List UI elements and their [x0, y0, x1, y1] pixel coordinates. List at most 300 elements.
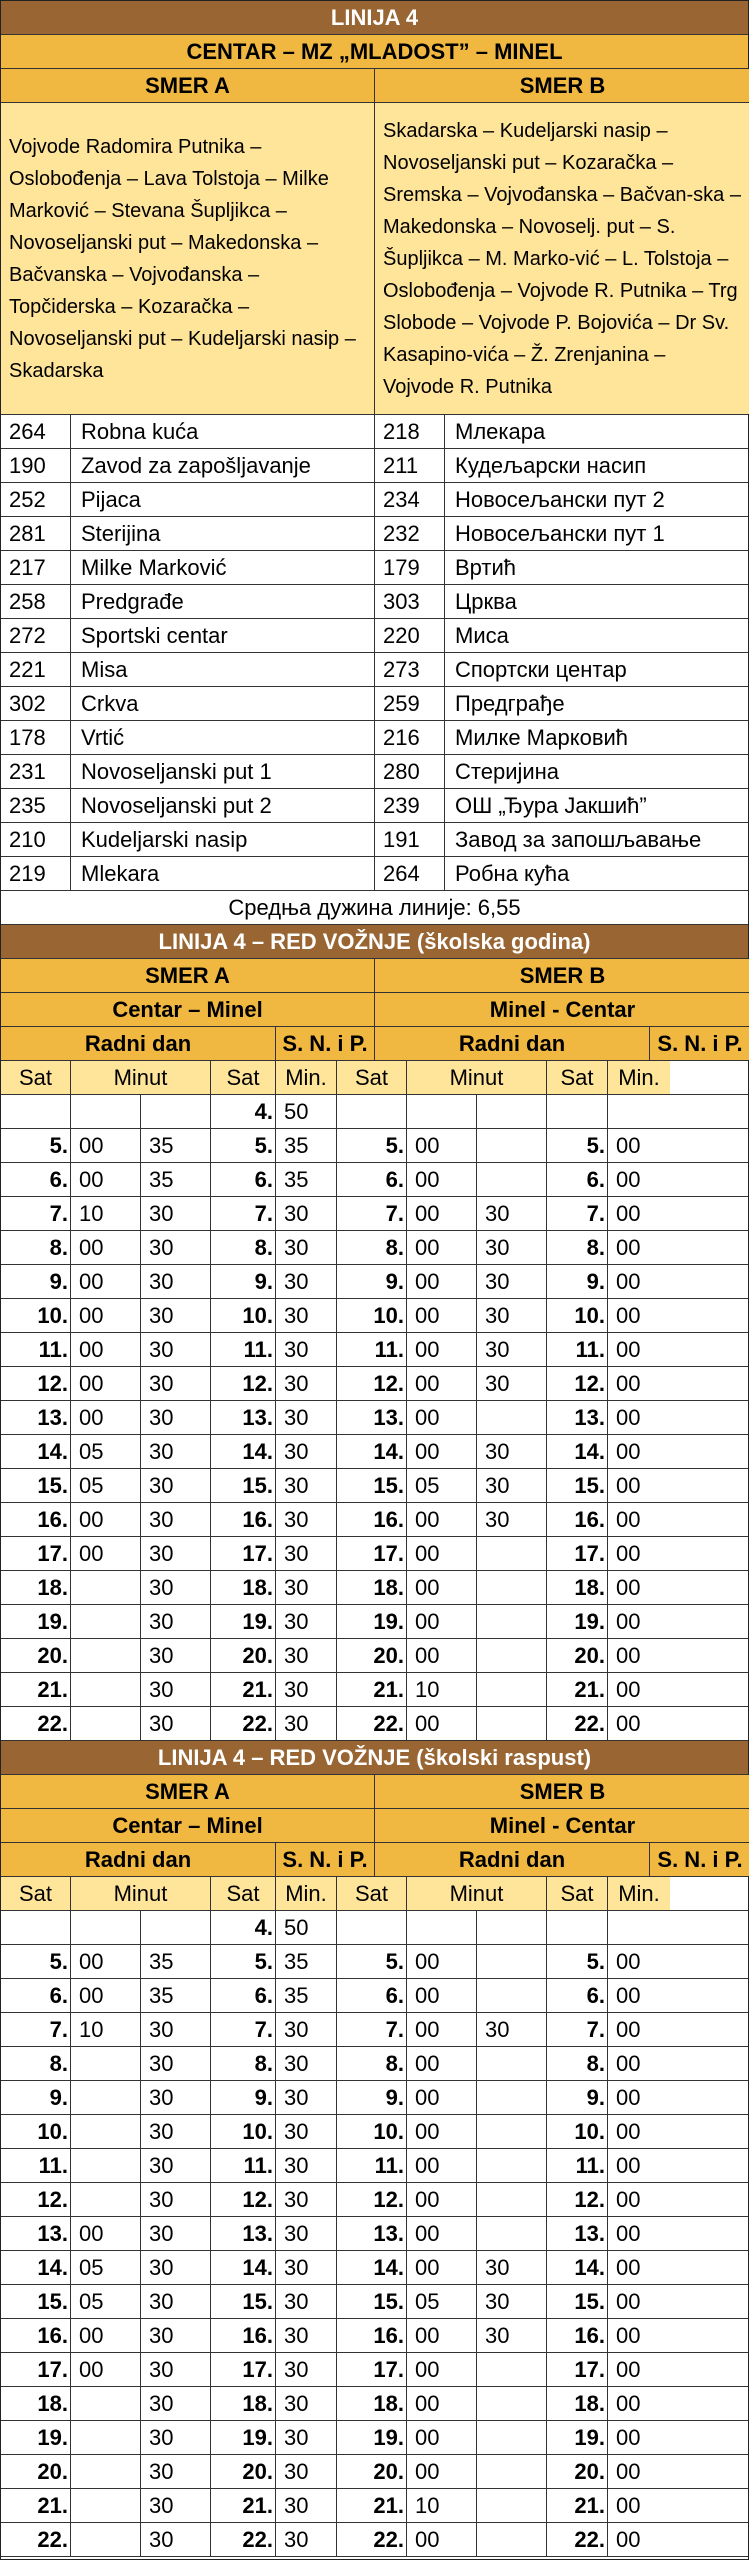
- minute-cell: 30: [276, 2251, 337, 2284]
- stop-b-number: 232: [375, 517, 445, 550]
- hour-cell: 13.: [1, 1401, 71, 1434]
- minute-cell: 00: [407, 1639, 477, 1672]
- hour-cell: 7.: [337, 1197, 407, 1230]
- timetable-title-row: [1, 1741, 748, 1775]
- hour-cell: 8.: [547, 1231, 608, 1264]
- minute-cell: 00: [407, 2183, 477, 2216]
- hour-cell: 9.: [337, 2081, 407, 2114]
- subtitle-row: [1, 35, 748, 69]
- minute-cell: 30: [141, 1707, 211, 1740]
- timetable-row: [1, 1129, 748, 1163]
- hour-cell: 22.: [211, 2523, 276, 2556]
- timetable-route-a: Centar – Minel: [1, 1809, 375, 1842]
- minute-cell: 00: [616, 1302, 641, 1328]
- hour-cell: 4.: [211, 1911, 276, 1944]
- snip-b: S. N. i P.: [650, 1843, 749, 1876]
- hour-cell: 14.: [211, 2251, 276, 2284]
- hour-cell: 5.: [547, 1945, 608, 1978]
- minute-cell: 30: [276, 2523, 337, 2556]
- timetable-route-row: [1, 1809, 748, 1843]
- hour-cell: 19.: [547, 1605, 608, 1638]
- minute-cell: 30: [276, 2353, 337, 2386]
- minute-cell: 30: [141, 2251, 211, 2284]
- hour-cell: 9.: [211, 1265, 276, 1298]
- minute-cell: 00: [407, 1163, 477, 1196]
- timetable-smer-a: SMER A: [1, 959, 375, 992]
- hour-cell: 6.: [337, 1979, 407, 2012]
- hour-cell: 10.: [337, 1299, 407, 1332]
- stop-a-number: 190: [1, 449, 71, 482]
- stop-a-name: Mlekara: [71, 857, 375, 890]
- minute-cell: [71, 2047, 141, 2080]
- hour-cell: 8.: [211, 2047, 276, 2080]
- timetable-row: [1, 2285, 748, 2319]
- minute-cell: [477, 2421, 547, 2454]
- minute-cell: 00: [616, 2084, 641, 2110]
- col-sat: Sat: [1, 1061, 71, 1094]
- hour-cell: 21.: [211, 2489, 276, 2522]
- col-min: Min.: [608, 1877, 670, 1910]
- hour-cell: 19.: [211, 2421, 276, 2454]
- minute-cell: [71, 1571, 141, 1604]
- radni-dan-b: Radni dan: [375, 1843, 650, 1876]
- minute-cell: 30: [477, 1333, 547, 1366]
- route-b-description: Skadarska – Kudeljarski nasip – Novoseljanski put – Kozaračka – Sremska – Vojvođanska – Bačvan-ska – Makedonska – Novoselj. put – S. Šupljikca – M. Marko-vić – L. Tolstoja – Oslobođenja – Vojvode R. Putnika – Trg Slobode – Vojvode P. Bojovića – Dr Sv. Kasapino-vića – Ž. Zrenjanina – Vojvode R. Putnika: [375, 103, 749, 414]
- hour-cell: 7.: [211, 2013, 276, 2046]
- minute-cell: 30: [477, 1299, 547, 1332]
- stop-a-name: Crkva: [71, 687, 375, 720]
- minute-cell: 30: [141, 2047, 211, 2080]
- hour-cell: 21.: [1, 2489, 71, 2522]
- minute-cell: 30: [141, 2149, 211, 2182]
- stop-row: [1, 823, 748, 857]
- stop-row: [1, 415, 748, 449]
- minute-cell: [71, 1095, 141, 1128]
- minute-cell: [71, 2081, 141, 2114]
- timetable-row: [1, 2455, 748, 2489]
- hour-cell: 22.: [547, 2523, 608, 2556]
- hour-cell: 16.: [211, 1503, 276, 1536]
- minute-cell: 30: [276, 1367, 337, 1400]
- minute-cell: 00: [616, 2118, 641, 2144]
- hour-cell: 15.: [337, 1469, 407, 1502]
- timetable-columns-row: [1, 1877, 748, 1911]
- route-subtitle: CENTAR – MZ „MLADOST” – MINEL: [1, 35, 748, 68]
- hour-cell: 14.: [211, 1435, 276, 1468]
- stop-a-number: 252: [1, 483, 71, 516]
- minute-cell: 30: [477, 2285, 547, 2318]
- hour-cell: 11.: [1, 2149, 71, 2182]
- smer-b-header: SMER B: [375, 69, 749, 102]
- minute-cell: 00: [616, 1506, 641, 1532]
- minute-cell: 30: [276, 2183, 337, 2216]
- hour-cell: 10.: [211, 1299, 276, 1332]
- hour-cell: [337, 1911, 407, 1944]
- hour-cell: 17.: [547, 2353, 608, 2386]
- minute-cell: 30: [276, 1503, 337, 1536]
- timetable-title: LINIJA 4 – RED VOŽNJE (školska godina): [1, 925, 748, 958]
- minute-cell: [477, 2115, 547, 2148]
- minute-cell: [71, 2115, 141, 2148]
- stop-b-number: 191: [375, 823, 445, 856]
- stop-row: [1, 483, 748, 517]
- hour-cell: 18.: [337, 1571, 407, 1604]
- minute-cell: 00: [407, 2523, 477, 2556]
- timetable-row: [1, 2081, 748, 2115]
- timetable-direction-row: [1, 1775, 748, 1809]
- minute-cell: 00: [407, 2421, 477, 2454]
- minute-cell: 00: [407, 2319, 477, 2352]
- minute-cell: 00: [616, 2220, 641, 2246]
- hour-cell: 7.: [211, 1197, 276, 1230]
- minute-cell: 30: [477, 2319, 547, 2352]
- hour-cell: 8.: [1, 2047, 71, 2080]
- hour-cell: 8.: [337, 2047, 407, 2080]
- hour-cell: 22.: [547, 1707, 608, 1740]
- hour-cell: 22.: [337, 2523, 407, 2556]
- route-a-description: Vojvode Radomira Putnika – Oslobođenja – Lava Tolstoja – Milke Marković – Stevana Šupljikca – Novoseljanski put – Makedonska – Bačvanska – Vojvođanska – Topčiderska – Kozaračka – Novoseljanski put – Kudeljarski nasip – Skadarska: [1, 103, 375, 414]
- minute-cell: [477, 2217, 547, 2250]
- minute-cell: 30: [276, 2387, 337, 2420]
- hour-cell: 6.: [547, 1163, 608, 1196]
- timetable-row: [1, 1299, 748, 1333]
- stop-a-name: Misa: [71, 653, 375, 686]
- minute-cell: [71, 2149, 141, 2182]
- route-description-row: [1, 103, 748, 415]
- minute-cell: [407, 1095, 477, 1128]
- minute-cell: 30: [276, 2047, 337, 2080]
- minute-cell: 30: [276, 1299, 337, 1332]
- minute-cell: 30: [141, 2353, 211, 2386]
- timetable-row: [1, 2013, 748, 2047]
- hour-cell: 16.: [547, 2319, 608, 2352]
- hour-cell: 9.: [547, 2081, 608, 2114]
- minute-cell: [608, 1095, 670, 1128]
- minute-cell: 30: [276, 1639, 337, 1672]
- minute-cell: 00: [616, 1404, 641, 1430]
- hour-cell: 5.: [211, 1945, 276, 1978]
- hour-cell: 15.: [547, 1469, 608, 1502]
- hour-cell: 20.: [1, 2455, 71, 2488]
- timetable-smer-a: SMER A: [1, 1775, 375, 1808]
- minute-cell: 00: [71, 1299, 141, 1332]
- minute-cell: [71, 1707, 141, 1740]
- hour-cell: 18.: [547, 1571, 608, 1604]
- minute-cell: [477, 2489, 547, 2522]
- minute-cell: 00: [616, 2050, 641, 2076]
- minute-cell: 00: [71, 1503, 141, 1536]
- minute-cell: 00: [407, 2251, 477, 2284]
- minute-cell: 00: [407, 1129, 477, 1162]
- minute-cell: 00: [71, 1367, 141, 1400]
- stop-b-name: Новосељански пут 2: [455, 486, 665, 512]
- col-sat: Sat: [337, 1061, 407, 1094]
- stop-row: [1, 619, 748, 653]
- hour-cell: 9.: [1, 1265, 71, 1298]
- minute-cell: 30: [141, 1299, 211, 1332]
- minute-cell: 00: [407, 1537, 477, 1570]
- minute-cell: 30: [276, 2013, 337, 2046]
- stop-b-number: 220: [375, 619, 445, 652]
- timetable-row: [1, 2319, 748, 2353]
- stop-b-name: Црква: [455, 588, 517, 614]
- col-minut: Minut: [407, 1061, 547, 1094]
- minute-cell: [477, 1979, 547, 2012]
- minute-cell: 30: [141, 2115, 211, 2148]
- hour-cell: 5.: [547, 1129, 608, 1162]
- minute-cell: 35: [276, 1129, 337, 1162]
- minute-cell: 00: [71, 1333, 141, 1366]
- stop-a-name: Robna kuća: [71, 415, 375, 448]
- minute-cell: [477, 1401, 547, 1434]
- timetable-row: [1, 2353, 748, 2387]
- timetable-route-row: [1, 993, 748, 1027]
- hour-cell: 12.: [211, 1367, 276, 1400]
- minute-cell: 00: [71, 1231, 141, 1264]
- timetable-route-b: Minel - Centar: [375, 1809, 749, 1842]
- hour-cell: 17.: [547, 1537, 608, 1570]
- hour-cell: 16.: [1, 1503, 71, 1536]
- stop-a-number: 231: [1, 755, 71, 788]
- minute-cell: [477, 1911, 547, 1944]
- timetable-row: [1, 1367, 748, 1401]
- minute-cell: 30: [276, 1333, 337, 1366]
- stop-a-name: Kudeljarski nasip: [71, 823, 375, 856]
- timetable-row: [1, 2149, 748, 2183]
- timetable-row: [1, 2115, 748, 2149]
- stop-b-number: 179: [375, 551, 445, 584]
- minute-cell: 30: [276, 2217, 337, 2250]
- minute-cell: [477, 2523, 547, 2556]
- minute-cell: 00: [616, 1234, 641, 1260]
- col-min: Min.: [276, 1061, 337, 1094]
- minute-cell: 00: [616, 1574, 641, 1600]
- minute-cell: 30: [276, 2319, 337, 2352]
- minute-cell: 05: [71, 1435, 141, 1468]
- minute-cell: [608, 1911, 670, 1944]
- hour-cell: 16.: [211, 2319, 276, 2352]
- minute-cell: 00: [71, 1537, 141, 1570]
- minute-cell: 00: [616, 2254, 641, 2280]
- hour-cell: 11.: [211, 1333, 276, 1366]
- timetable-title-row: [1, 925, 748, 959]
- hour-cell: 13.: [547, 1401, 608, 1434]
- minute-cell: 30: [141, 1537, 211, 1570]
- hour-cell: 6.: [1, 1979, 71, 2012]
- minute-cell: 00: [616, 1676, 641, 1702]
- hour-cell: [547, 1911, 608, 1944]
- minute-cell: 30: [141, 2387, 211, 2420]
- hour-cell: 9.: [547, 1265, 608, 1298]
- stops-list: [1, 415, 748, 891]
- minute-cell: 00: [616, 2152, 641, 2178]
- timetable-row: [1, 2217, 748, 2251]
- minute-cell: 00: [616, 1132, 641, 1158]
- timetable-row: [1, 1605, 748, 1639]
- hour-cell: 12.: [547, 1367, 608, 1400]
- stop-row: [1, 687, 748, 721]
- minute-cell: [477, 1129, 547, 1162]
- minute-cell: 00: [616, 1540, 641, 1566]
- hour-cell: 22.: [1, 2523, 71, 2556]
- hour-cell: 14.: [1, 1435, 71, 1468]
- timetable-route-b: Minel - Centar: [375, 993, 749, 1026]
- stop-b-number: 259: [375, 687, 445, 720]
- timetable-row: [1, 2183, 748, 2217]
- stop-row: [1, 517, 748, 551]
- timetable-columns-row: [1, 1061, 748, 1095]
- hour-cell: 9.: [1, 2081, 71, 2114]
- hour-cell: 15.: [1, 1469, 71, 1502]
- hour-cell: 18.: [211, 1571, 276, 1604]
- minute-cell: 30: [276, 2115, 337, 2148]
- timetable-row: [1, 1333, 748, 1367]
- timetable-row: [1, 1163, 748, 1197]
- minute-cell: 00: [616, 2526, 641, 2552]
- minute-cell: 00: [407, 1299, 477, 1332]
- minute-cell: 30: [141, 1435, 211, 1468]
- hour-cell: 17.: [1, 1537, 71, 1570]
- timetable-row: [1, 1979, 748, 2013]
- minute-cell: 30: [141, 1469, 211, 1502]
- minute-cell: 30: [141, 1503, 211, 1536]
- stop-a-number: 258: [1, 585, 71, 618]
- minute-cell: 30: [276, 1231, 337, 1264]
- stop-row: [1, 789, 748, 823]
- hour-cell: 11.: [211, 2149, 276, 2182]
- minute-cell: [71, 1639, 141, 1672]
- hour-cell: 15.: [211, 1469, 276, 1502]
- hour-cell: 18.: [1, 1571, 71, 1604]
- hour-cell: 16.: [1, 2319, 71, 2352]
- minute-cell: 00: [407, 1503, 477, 1536]
- timetable-row: [1, 2251, 748, 2285]
- minute-cell: 35: [276, 1979, 337, 2012]
- stop-b-name: Млекара: [455, 418, 546, 444]
- stop-b-number: 216: [375, 721, 445, 754]
- minute-cell: [477, 1605, 547, 1638]
- minute-cell: 00: [71, 1129, 141, 1162]
- hour-cell: 12.: [211, 2183, 276, 2216]
- stop-a-number: 272: [1, 619, 71, 652]
- minute-cell: 30: [276, 2455, 337, 2488]
- hour-cell: 18.: [1, 2387, 71, 2420]
- minute-cell: 00: [616, 2492, 641, 2518]
- minute-cell: 00: [407, 1197, 477, 1230]
- minute-cell: [477, 1945, 547, 1978]
- col-sat: Sat: [547, 1877, 608, 1910]
- minute-cell: 00: [71, 1401, 141, 1434]
- hour-cell: 7.: [1, 1197, 71, 1230]
- minute-cell: 30: [141, 1673, 211, 1706]
- hour-cell: 20.: [211, 2455, 276, 2488]
- minute-cell: [477, 1095, 547, 1128]
- minute-cell: 30: [276, 1605, 337, 1638]
- hour-cell: 8.: [1, 1231, 71, 1264]
- timetable-direction-row: [1, 959, 748, 993]
- minute-cell: 30: [276, 1435, 337, 1468]
- minute-cell: 35: [141, 1129, 211, 1162]
- hour-cell: 20.: [337, 1639, 407, 1672]
- hour-cell: 19.: [337, 2421, 407, 2454]
- hour-cell: 10.: [1, 1299, 71, 1332]
- minute-cell: 30: [141, 2081, 211, 2114]
- hour-cell: 13.: [211, 2217, 276, 2250]
- minute-cell: 30: [276, 2421, 337, 2454]
- hour-cell: 16.: [337, 2319, 407, 2352]
- minute-cell: 30: [141, 1333, 211, 1366]
- timetable-row: [1, 1231, 748, 1265]
- stop-a-number: 302: [1, 687, 71, 720]
- minute-cell: 30: [141, 2455, 211, 2488]
- minute-cell: [477, 2047, 547, 2080]
- minute-cell: 00: [616, 1982, 641, 2008]
- minute-cell: [71, 1911, 141, 1944]
- hour-cell: 14.: [547, 2251, 608, 2284]
- stop-row: [1, 653, 748, 687]
- hour-cell: [337, 1095, 407, 1128]
- minute-cell: 00: [407, 2149, 477, 2182]
- minute-cell: 10: [71, 2013, 141, 2046]
- minute-cell: 00: [616, 2390, 641, 2416]
- minute-cell: 30: [141, 1265, 211, 1298]
- minute-cell: 00: [616, 1370, 641, 1396]
- timetable-row: [1, 1197, 748, 1231]
- minute-cell: 35: [141, 1163, 211, 1196]
- stop-a-number: 210: [1, 823, 71, 856]
- minute-cell: 00: [407, 2115, 477, 2148]
- minute-cell: 00: [71, 1979, 141, 2012]
- hour-cell: 10.: [1, 2115, 71, 2148]
- stop-row: [1, 755, 748, 789]
- minute-cell: [71, 2523, 141, 2556]
- minute-cell: 30: [141, 2285, 211, 2318]
- minute-cell: 30: [141, 2183, 211, 2216]
- timetable-route-a: Centar – Minel: [1, 993, 375, 1026]
- minute-cell: 00: [616, 1268, 641, 1294]
- minute-cell: 30: [141, 2217, 211, 2250]
- hour-cell: 6.: [337, 1163, 407, 1196]
- minute-cell: 30: [477, 2013, 547, 2046]
- stop-a-name: Vrtić: [71, 721, 375, 754]
- minute-cell: 00: [407, 1605, 477, 1638]
- minute-cell: 00: [71, 2353, 141, 2386]
- hour-cell: 14.: [1, 2251, 71, 2284]
- minute-cell: [477, 1707, 547, 1740]
- direction-header-row: [1, 69, 748, 103]
- stop-b-number: 239: [375, 789, 445, 822]
- col-sat: Sat: [211, 1877, 276, 1910]
- hour-cell: 4.: [211, 1095, 276, 1128]
- minute-cell: 05: [71, 2251, 141, 2284]
- radni-dan-a: Radni dan: [1, 1843, 276, 1876]
- minute-cell: 00: [616, 1710, 641, 1736]
- minute-cell: 30: [141, 2319, 211, 2352]
- hour-cell: 16.: [337, 1503, 407, 1536]
- minute-cell: 30: [141, 1367, 211, 1400]
- hour-cell: 6.: [1, 1163, 71, 1196]
- hour-cell: 19.: [1, 1605, 71, 1638]
- timetable-row: [1, 1503, 748, 1537]
- stop-b-name: ОШ „Ђура Јакшић”: [455, 792, 647, 818]
- hour-cell: [1, 1095, 71, 1128]
- timetable-row: [1, 2047, 748, 2081]
- minute-cell: 30: [141, 2421, 211, 2454]
- stop-row: [1, 449, 748, 483]
- stop-b-number: 273: [375, 653, 445, 686]
- minute-cell: 10: [407, 2489, 477, 2522]
- minute-cell: 30: [141, 1639, 211, 1672]
